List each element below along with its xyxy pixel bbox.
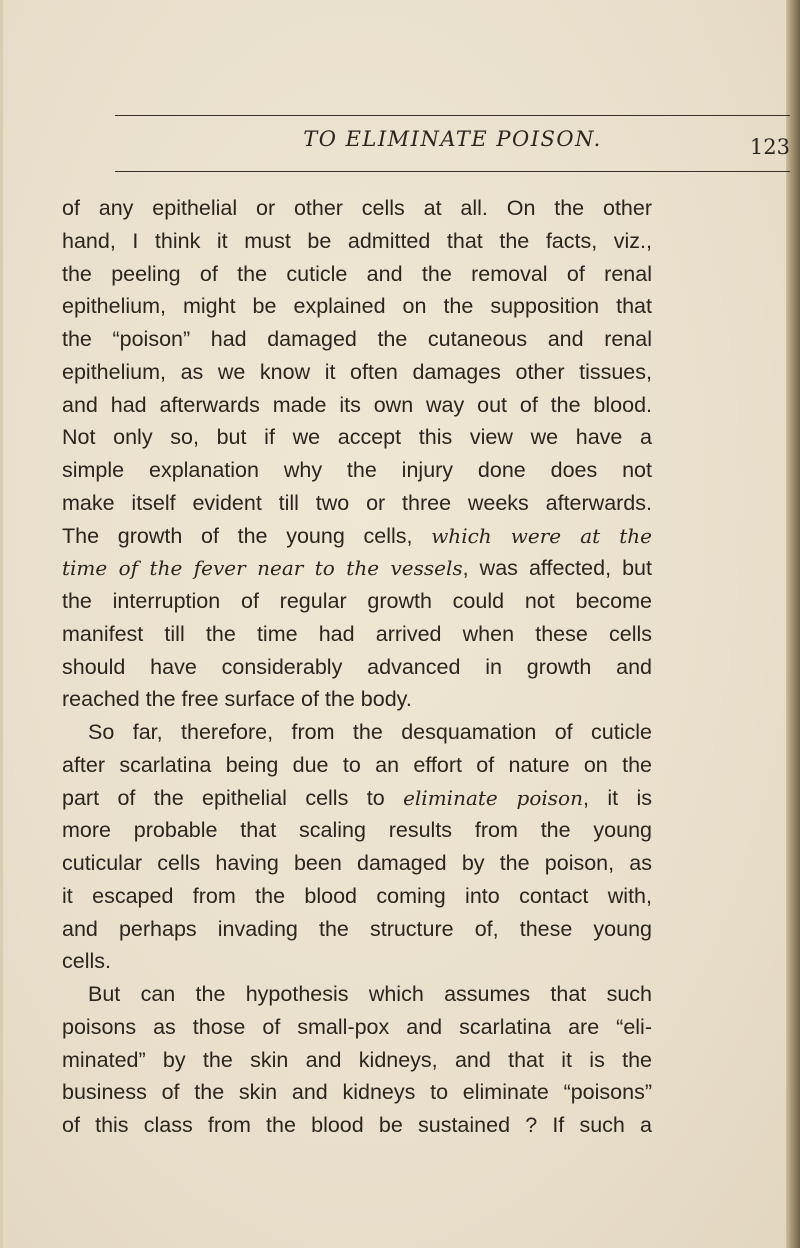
text-line — [62, 552, 652, 585]
text-line: poisons as those of small-pox and scarlatina are “eli- — [62, 1014, 652, 1039]
text-line — [62, 782, 652, 815]
text-line: make itself evident till two or three weeks afterwards. — [62, 490, 652, 515]
text-run: The growth of the young cells, — [62, 523, 432, 548]
italic-text-run: time of the fever near to the vessels — [62, 556, 463, 581]
text-line: simple explanation why the injury done does not — [62, 458, 652, 482]
text-line: the interruption of regular growth could not become — [62, 589, 652, 613]
italic-text-run: which were at the — [431, 523, 652, 548]
text-line: So far, therefore, from the desquamation of cuticle — [88, 720, 652, 744]
text-line: after scarlatina being due to an effort of nature on the — [62, 752, 652, 777]
text-line: cuticular cells having been damaged by the poison, as — [62, 851, 652, 875]
italic-text-run: eliminate poison — [403, 785, 583, 810]
text-line: it escaped from the blood coming into contact with, — [62, 883, 652, 908]
text-line — [62, 520, 652, 553]
page-left-edge — [0, 0, 3, 1248]
text-line: business of the skin and kidneys to eliminate “poisons” — [62, 1080, 652, 1105]
page-binding-edge — [786, 0, 800, 1248]
text-line: minated” by the skin and kidneys, and that it is the — [62, 1047, 652, 1072]
text-line: and had afterwards made its own way out of the blood. — [62, 392, 652, 417]
text-run: , was affected, but — [462, 556, 652, 581]
page-header — [115, 127, 790, 165]
text-run: part of the epithelial cells to — [62, 785, 404, 810]
text-line: manifest till the time had arrived when these cells — [62, 621, 652, 646]
header-top-rule — [115, 115, 790, 116]
text-line: epithelium, might be explained on the supposition that — [62, 294, 652, 319]
text-line: reached the free surface of the body. — [62, 687, 412, 712]
text-line: more probable that scaling results from the young — [62, 818, 652, 843]
text-run: , it is — [582, 785, 653, 810]
running-head: TO ELIMINATE POISON. — [303, 127, 602, 151]
text-line: and perhaps invading the structure of, these young — [62, 916, 652, 941]
body-text — [62, 192, 652, 1142]
text-line: should have considerably advanced in growth and — [62, 654, 652, 679]
text-line: cells. — [62, 949, 111, 974]
text-line: of this class from the blood be sustained ? If such a — [62, 1113, 652, 1137]
text-line: Not only so, but if we accept this view we have a — [62, 425, 652, 450]
text-line: epithelium, as we know it often damages other tissues, — [62, 359, 652, 384]
text-line: hand, I think it must be admitted that the facts, viz., — [62, 228, 652, 253]
text-line: But can the hypothesis which assumes that such — [88, 982, 652, 1006]
text-line: the “poison” had damaged the cutaneous and renal — [62, 327, 652, 351]
text-line: of any epithelial or other cells at all. On the other — [62, 196, 652, 220]
page-number: 123 — [749, 135, 790, 159]
text-line: the peeling of the cuticle and the removal of renal — [62, 261, 652, 286]
header-bottom-rule — [115, 171, 790, 172]
